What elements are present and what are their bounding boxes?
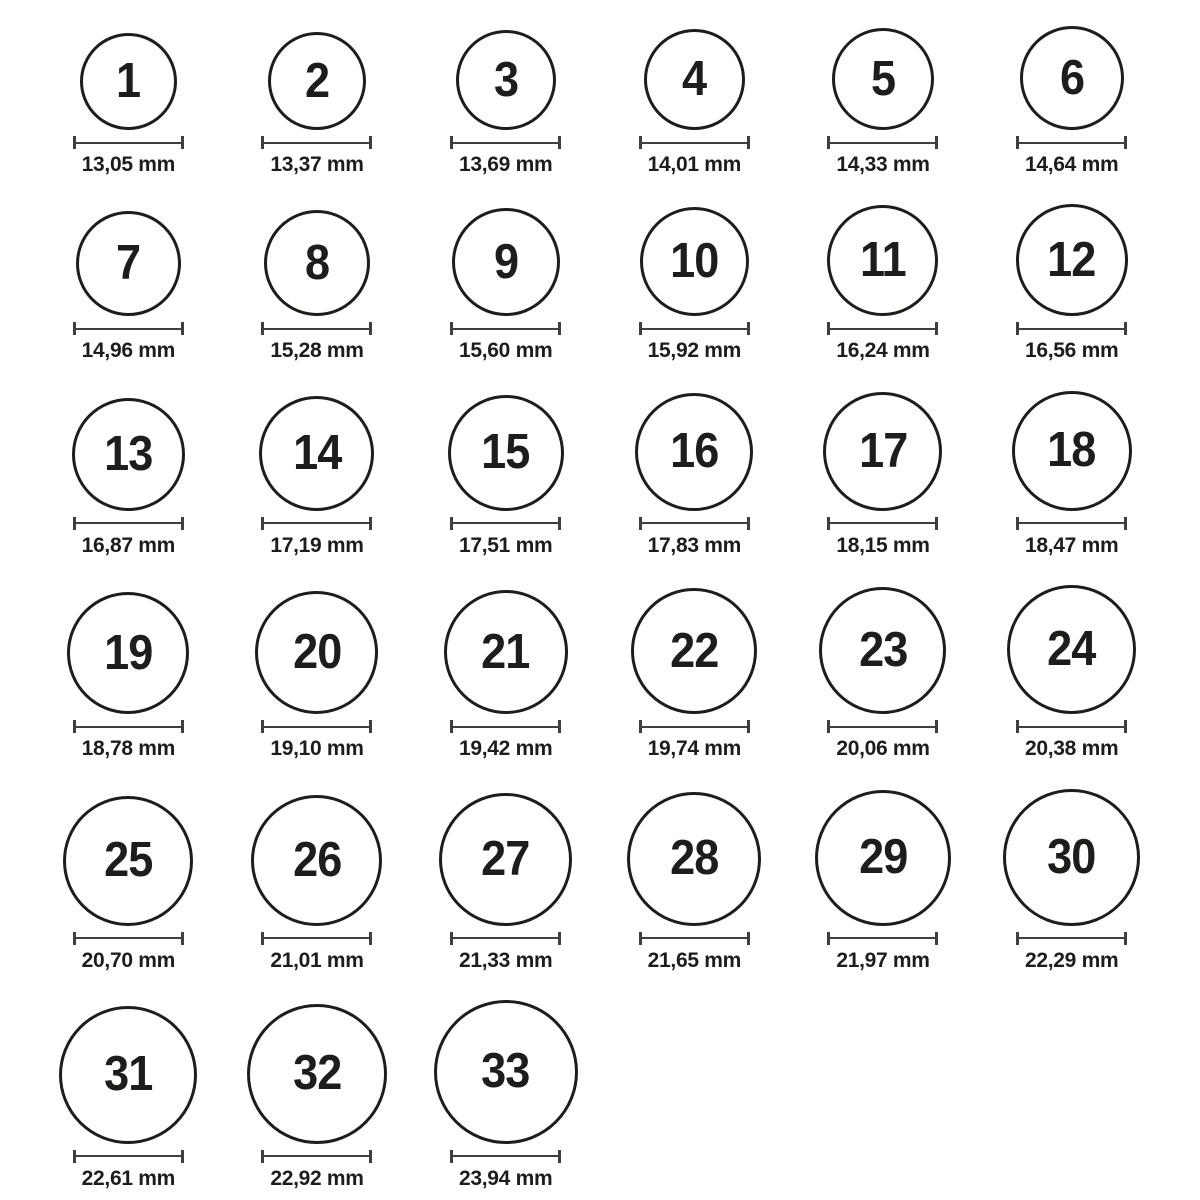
ring-circle: [827, 205, 938, 316]
diameter-label: 15,60 mm: [458, 339, 553, 363]
ring-circle: [264, 210, 370, 316]
ring-size-cell: [450, 208, 561, 362]
diameter-measure-bar: [261, 720, 372, 733]
diameter-measure-bar: [261, 517, 372, 530]
ring-size-row: [34, 1000, 1166, 1190]
ring-size-number: 21: [481, 624, 530, 679]
diameter-label: 14,33 mm: [836, 153, 930, 176]
ring-circle: [1003, 789, 1140, 926]
ring-size-number: 28: [670, 831, 719, 885]
ring-size-cell: [247, 1004, 387, 1190]
ring-circle: [456, 30, 556, 130]
ring-size-number: 6: [1059, 50, 1084, 105]
ring-circle: [1007, 585, 1136, 714]
ring-size-cell: [635, 393, 753, 557]
diameter-measure-bar: [73, 932, 184, 945]
ring-size-number: 23: [858, 623, 908, 678]
ring-circle: [255, 591, 378, 714]
diameter-measure-bar: [639, 322, 750, 335]
diameter-label: 22,29 mm: [1024, 948, 1119, 972]
diameter-measure-bar: [639, 720, 750, 733]
diameter-label: 21,97 mm: [836, 948, 930, 972]
diameter-label: 19,10 mm: [270, 737, 364, 761]
ring-size-number: 15: [481, 425, 530, 480]
ring-circle: [815, 790, 951, 926]
ring-circle: [819, 587, 946, 714]
ring-size-cell: [1012, 391, 1132, 557]
diameter-measure-bar: [73, 1150, 184, 1163]
ring-size-row: [34, 204, 1166, 362]
ring-size-cell: [73, 211, 184, 362]
ring-circle: [1016, 204, 1128, 316]
ring-size-cell: [72, 398, 185, 557]
diameter-label: 14,96 mm: [81, 339, 175, 363]
ring-size-cell: [450, 30, 561, 176]
diameter-measure-bar: [827, 136, 938, 149]
diameter-label: 16,87 mm: [81, 533, 175, 557]
diameter-measure-bar: [1016, 720, 1127, 733]
ring-circle: [80, 33, 177, 130]
diameter-label: 16,24 mm: [836, 339, 930, 363]
diameter-label: 17,19 mm: [270, 533, 364, 557]
ring-size-cell: [631, 588, 757, 760]
ring-size-number: 13: [104, 426, 153, 481]
diameter-measure-bar: [450, 720, 561, 733]
ring-circle: [268, 32, 366, 130]
diameter-label: 15,92 mm: [647, 339, 741, 363]
ring-size-number: 31: [104, 1047, 153, 1102]
ring-circle: [631, 588, 757, 714]
ring-size-cell: [627, 792, 761, 972]
ring-size-number: 5: [870, 51, 896, 106]
diameter-measure-bar: [827, 322, 938, 335]
ring-size-cell: [1016, 204, 1128, 362]
ring-size-cell: [63, 796, 193, 972]
diameter-label: 14,64 mm: [1024, 153, 1119, 176]
ring-circle: [76, 211, 181, 316]
ring-size-cell: [1016, 26, 1127, 176]
diameter-measure-bar: [261, 932, 372, 945]
ring-circle: [640, 207, 749, 316]
diameter-measure-bar: [261, 136, 372, 149]
ring-size-cell: [827, 28, 938, 176]
ring-size-cell: [259, 396, 374, 557]
ring-circle: [448, 395, 564, 511]
diameter-label: 15,28 mm: [270, 339, 364, 363]
ring-circle: [59, 1006, 197, 1144]
ring-size-number: 3: [493, 52, 518, 107]
ring-size-number: 14: [292, 425, 342, 480]
diameter-measure-bar: [450, 517, 561, 530]
diameter-measure-bar: [639, 517, 750, 530]
diameter-measure-bar: [73, 720, 184, 733]
ring-size-cell: [639, 29, 750, 176]
diameter-measure-bar: [1016, 136, 1127, 149]
ring-size-cell: [448, 395, 564, 557]
diameter-label: 13,69 mm: [458, 153, 553, 176]
ring-size-cell: [261, 210, 372, 362]
ring-size-number: 24: [1047, 622, 1096, 677]
diameter-label: 14,01 mm: [647, 153, 741, 176]
diameter-measure-bar: [73, 136, 184, 149]
ring-circle: [247, 1004, 387, 1144]
ring-size-number: 8: [304, 235, 330, 290]
ring-circle: [444, 590, 568, 714]
diameter-label: 19,74 mm: [647, 737, 741, 761]
diameter-measure-bar: [261, 1150, 372, 1163]
ring-size-number: 32: [292, 1046, 342, 1101]
diameter-label: 18,47 mm: [1024, 533, 1119, 557]
diameter-label: 23,94 mm: [458, 1166, 553, 1190]
ring-size-number: 16: [670, 424, 719, 479]
ring-size-number: 18: [1047, 423, 1096, 478]
diameter-label: 21,01 mm: [270, 948, 364, 972]
ring-circle: [823, 392, 942, 511]
diameter-label: 20,38 mm: [1024, 737, 1119, 761]
ring-size-number: 12: [1047, 232, 1096, 287]
diameter-measure-bar: [73, 322, 184, 335]
ring-size-number: 7: [116, 236, 141, 291]
ring-circle: [251, 795, 382, 926]
ring-size-cell: [815, 790, 951, 972]
ring-circle: [644, 29, 745, 130]
ring-size-row: [34, 391, 1166, 557]
ring-size-cell: [439, 793, 572, 972]
ring-circle: [439, 793, 572, 926]
ring-size-number: 22: [670, 623, 719, 678]
ring-size-cell: [819, 587, 946, 760]
ring-size-row: [34, 26, 1166, 176]
ring-size-number: 4: [682, 52, 707, 106]
ring-circle: [635, 393, 753, 511]
ring-size-number: 1: [116, 54, 141, 108]
ring-size-cell: [261, 32, 372, 176]
ring-circle: [67, 592, 189, 714]
ring-size-number: 30: [1047, 829, 1096, 884]
ring-size-cell: [67, 592, 189, 760]
ring-size-number: 20: [292, 625, 342, 680]
diameter-measure-bar: [450, 932, 561, 945]
ring-size-number: 33: [481, 1044, 530, 1099]
ring-circle: [452, 208, 560, 316]
ring-size-number: 9: [493, 234, 518, 289]
diameter-label: 20,70 mm: [81, 948, 175, 972]
ring-size-cell: [827, 205, 938, 362]
diameter-label: 20,06 mm: [836, 737, 930, 761]
ring-size-number: 2: [304, 53, 330, 108]
diameter-measure-bar: [827, 932, 938, 945]
diameter-measure-bar: [450, 322, 561, 335]
ring-size-cell: [639, 207, 750, 362]
ring-size-cell: [434, 1000, 578, 1190]
diameter-label: 21,65 mm: [647, 948, 741, 972]
diameter-label: 13,37 mm: [270, 153, 364, 176]
ring-circle: [1020, 26, 1124, 130]
diameter-measure-bar: [450, 136, 561, 149]
diameter-measure-bar: [1016, 322, 1127, 335]
ring-circle: [259, 396, 374, 511]
diameter-measure-bar: [73, 517, 184, 530]
diameter-label: 22,61 mm: [81, 1166, 175, 1190]
ring-circle: [832, 28, 934, 130]
ring-size-number: 29: [858, 830, 908, 884]
diameter-label: 18,15 mm: [836, 533, 930, 557]
diameter-label: 22,92 mm: [270, 1166, 364, 1190]
ring-size-number: 27: [481, 831, 530, 886]
ring-size-cell: [59, 1006, 197, 1190]
ring-circle: [72, 398, 185, 511]
diameter-label: 13,05 mm: [81, 153, 175, 176]
diameter-measure-bar: [639, 932, 750, 945]
diameter-label: 21,33 mm: [458, 948, 553, 972]
ring-size-cell: [1003, 789, 1140, 972]
ring-circle: [627, 792, 761, 926]
ring-size-number: 26: [292, 832, 342, 887]
diameter-measure-bar: [827, 517, 938, 530]
diameter-label: 19,42 mm: [458, 737, 553, 761]
ring-size-cell: [823, 392, 942, 557]
diameter-measure-bar: [1016, 517, 1127, 530]
diameter-measure-bar: [639, 136, 750, 149]
ring-circle: [63, 796, 193, 926]
diameter-measure-bar: [827, 720, 938, 733]
diameter-label: 17,51 mm: [458, 533, 553, 557]
diameter-label: 18,78 mm: [81, 737, 175, 761]
ring-size-number: 17: [858, 423, 908, 478]
diameter-measure-bar: [261, 322, 372, 335]
ring-size-number: 25: [104, 833, 153, 887]
ring-size-number: 19: [104, 625, 153, 680]
ring-circle: [434, 1000, 578, 1144]
ring-size-cell: [1007, 585, 1136, 760]
ring-size-cell: [73, 33, 184, 176]
diameter-measure-bar: [450, 1150, 561, 1163]
ring-size-number: 11: [860, 233, 906, 288]
ring-size-cell: [255, 591, 378, 760]
diameter-measure-bar: [1016, 932, 1127, 945]
ring-size-row: [34, 789, 1166, 972]
diameter-label: 16,56 mm: [1024, 339, 1119, 363]
ring-size-cell: [444, 590, 568, 760]
diameter-label: 17,83 mm: [647, 533, 741, 557]
ring-size-number: 10: [670, 234, 719, 289]
ring-circle: [1012, 391, 1132, 511]
ring-size-cell: [251, 795, 382, 972]
ring-size-row: [34, 585, 1166, 760]
